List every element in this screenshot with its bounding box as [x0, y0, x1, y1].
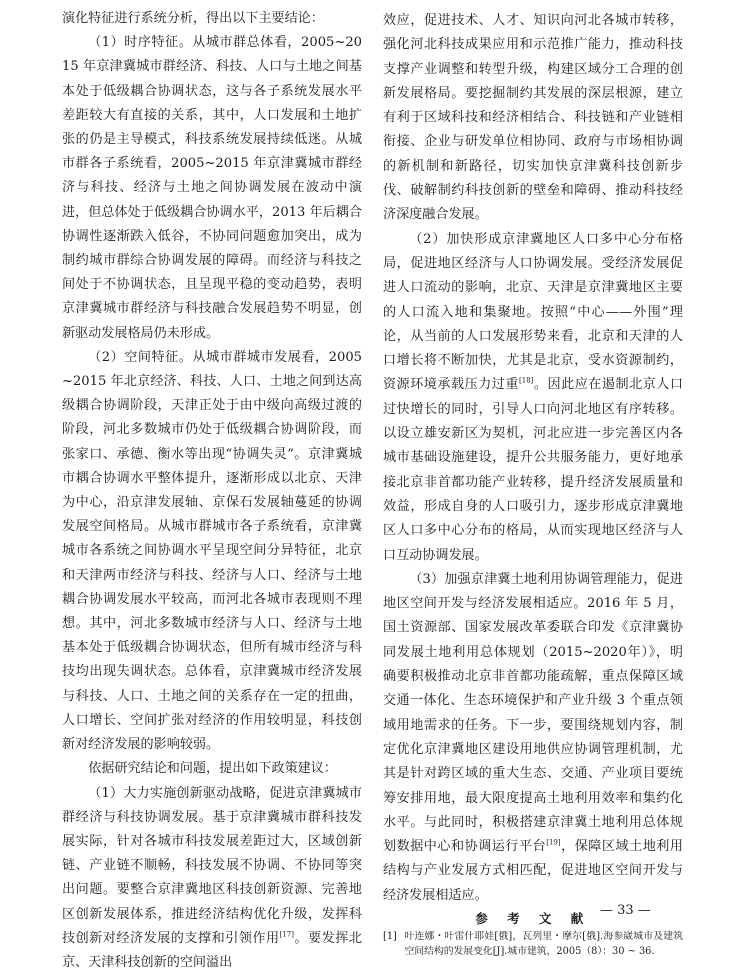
body-paragraph [383, 9, 683, 228]
right-column-body [383, 9, 683, 908]
references-heading: 参 考 文 献 [383, 909, 683, 929]
citation-marker: [19] [546, 839, 560, 847]
body-paragraph [62, 31, 362, 346]
citation-marker: [18] [519, 377, 533, 385]
paragraph-text: （1）时序特征。从城市群总体看，2005~2015 年京津冀城市群经济、科技、人口与土地之间基本处于低级耦合协调状态，这与各子系统发展水平差距较大有直接的关系，其中，人口发展和土地扩张的仍是主导模式，科技系统发展持续低迷。从城市群各子系统看，2005~2015 年京津冀城市群经济与科技、经济与土地之间协调发展在波动中演进，但总体处于低级耦合协调水平，2013 年后耦合协调性逐渐跌入低谷，不协同问题愈加突出，成为制约城市群综合协调发展的障碍。而经济与科技之间处于不协调状态，且呈现平稳的变动趋势，表明京津冀城市群经济与科技融合发展趋势不明显，创新驱动发展格局仍未形成。 [62, 35, 362, 340]
paragraph-text-tail: 。要发挥北京、天津科技创新的空间溢出 [62, 931, 362, 970]
reference-number: [1] [383, 929, 397, 944]
citation-marker: [17] [280, 930, 294, 938]
right-text-column [383, 9, 683, 959]
reference-text: 叶连娜・叶雷什耶娃[俄]，瓦列里・摩尔[俄].海参崴城市及建筑空间结构的发展变化[J].城市建筑，2005（8）：30 ~ 36. [405, 931, 683, 957]
reference-item [383, 929, 683, 959]
page-number: — 33 — [600, 903, 651, 918]
paragraph-text-tail: ，保障区域土地利用结构与产业发展方式相匹配，促进地区空间开发与经济发展相适应。 [383, 839, 683, 903]
paragraph-text: （2）空间特征。从城市群城市发展看，2005~2015 年北京经济、科技、人口、土地之间到达高级耦合协调阶段，天津正处于由中级向高级过渡的阶段，河北多数城市仍处于低级耦合协调阶段，而张家口、承德、衡水等出现“协调失灵”。京津冀城市耦合协调水平整体提升，逐渐形成以北京、天津为中心，沿京津发展轴、京保石发展轴蔓延的协调发展空间格局。从城市群城市各子系统看，京津冀城市各系统之间协调水平呈现空间分异特征，北京和天津两市经济与科技、经济与人口、经济与土地耦合协调发展水平较高，而河北各城市表现则不理想。其中，河北多数城市经济与人口、经济与土地基本处于低级耦合协调状态，但所有城市经济与科技均出现失调状态。总体看，京津冀城市经济发展与科技、人口、土地之间的关系存在一定的扭曲，人口增长、空间扩张对经济的作用较明显，科技创新对经济发展的影响较弱。 [62, 350, 362, 752]
reference-list [383, 929, 683, 959]
body-paragraph [62, 757, 362, 781]
body-paragraph [62, 346, 362, 757]
paragraph-text: 依据研究结论和问题，提出如下政策建议： [88, 761, 337, 776]
body-paragraph [383, 568, 683, 908]
left-text-column [62, 7, 362, 975]
body-paragraph [62, 782, 362, 975]
body-paragraph [383, 228, 683, 568]
paragraph-text: 演化特征进行系统分析，得出以下主要结论： [62, 11, 324, 26]
paragraph-text: （3）加强京津冀土地利用协调管理能力，促进地区空间开发与经济发展相适应。2016 年 5 月，国土资源部、国家发展改革委联合印发《京津冀协同发展土地利用总体规划（2015~2020年）》，明确要积极推动北京非首都功能疏解，重点保障区域交通一体化、生态环境保护和产业升级 3 个重点领域用地需求的任务。下一步，要围绕规划内容，制定优化京津冀地区建设用地供应协调管理机制，尤其是针对跨区域的重大生态、交通、产业项目要统筹安排用地，最大限度提高土地利用效率和集约化水平。与此同时，积极搭建京津冀土地利用总体规划数据中心和协调运行平台 [383, 572, 683, 854]
body-paragraph [62, 7, 362, 31]
paragraph-text: （2）加快形成京津冀地区人口多中心分布格局，促进地区经济与人口协调发展。受经济发展促进人口流动的影响，北京、天津是京津冀地区主要的人口流入地和集聚地。按照“中心——外围”理论，从当前的人口发展形势来看，北京和天津的人口增长将不断加快，尤其是北京，受水资源制约，资源环境承载压力过重 [383, 232, 683, 393]
paragraph-text: 效应，促进技术、人才、知识向河北各城市转移，强化河北科技成果应用和示范推广能力，推动科技支撑产业调整和转型升级，构建区域分工合理的创新发展格局。要挖掘制约其发展的深层根源，建立有利于区域科技和经济相结合、科技链和产业链相衔接、企业与研发单位相协同、政府与市场相协调的新机制和新路径，切实加快京津冀科技创新步伐、破解制约科技创新的壁垒和障碍、推动科技经济深度融合发展。 [383, 13, 683, 222]
paragraph-text-tail: 。因此应在遏制北京人口过快增长的同时，引导人口向河北地区有序转移。以设立雄安新区为契机，河北应进一步完善区内各城市基础设施建设，提升公共服务能力，更好地承接北京非首都功能产业转移，提升经济发展质量和效益，形成自身的人口吸引力，逐步形成京津冀地区人口多中心分布的格局，从而实现地区经济与人口互动协调发展。 [383, 377, 683, 562]
paragraph-text: （1）大力实施创新驱动战略，促进京津冀城市群经济与科技协调发展。基于京津冀城市群科技发展实际，针对各城市科技发展差距过大，区域创新链、产业链不顺畅，科技发展不协调、不协同等突出问题。要整合京津冀地区科技创新资源、完善地区创新发展体系，推进经济结构优化升级，发挥科技创新对经济发展的支撑和引领作用 [62, 786, 362, 946]
